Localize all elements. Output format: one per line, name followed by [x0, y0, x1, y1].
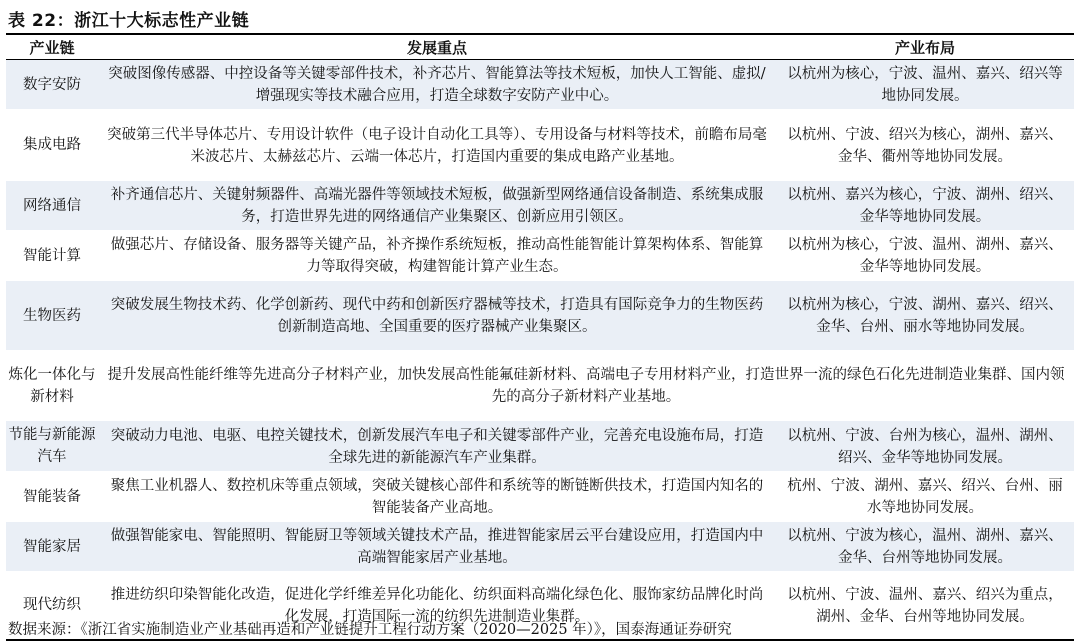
- chain-focus: 做强智能家电、智能照明、智能厨卫等领域关键技术产品，推进智能家居云平台建设应用，打造国内中高端智能家居产业基地。: [98, 522, 776, 572]
- table-row: [6, 181, 1074, 231]
- chain-focus: 突破发展生物技术药、化学创新药、现代中药和创新医疗器械等技术，打造具有国际竞争力的生物医药创新制造高地、全国重要的医疗器械产业集聚区。: [98, 281, 776, 351]
- table-row: [6, 351, 1074, 421]
- chain-name: 智能计算: [6, 231, 98, 281]
- table-row: [6, 421, 1074, 472]
- chain-layout: 以杭州为核心，宁波、湖州、嘉兴、绍兴、金华、台州、丽水等地协同发展。: [776, 281, 1074, 351]
- header-layout: 产业布局: [776, 34, 1074, 60]
- chain-layout: 以杭州、宁波为核心，温州、湖州、嘉兴、金华、台州等地协同发展。: [776, 522, 1074, 572]
- chain-name: 集成电路: [6, 110, 98, 181]
- table-row: [6, 472, 1074, 522]
- chain-focus: 做强芯片、存储设备、服务器等关键产品，补齐操作系统短板，推动高性能智能计算架构体系、智能算力等取得突破，构建智能计算产业生态。: [98, 231, 776, 281]
- chain-name: 智能家居: [6, 522, 98, 572]
- header-focus: 发展重点: [98, 34, 776, 60]
- chain-name: 生物医药: [6, 281, 98, 351]
- chain-focus: 突破图像传感器、中控设备等关键零部件技术，补齐芯片、智能算法等技术短板，加快人工智能、虚拟/增强现实等技术融合应用，打造全球数字安防产业中心。: [98, 60, 776, 110]
- chain-name: 炼化一体化与新材料: [6, 351, 98, 421]
- chain-focus: 突破第三代半导体芯片、专用设计软件（电子设计自动化工具等）、专用设备与材料等技术，前瞻布局毫米波芯片、太赫兹芯片、云端一体芯片，打造国内重要的集成电路产业基地。: [98, 110, 776, 181]
- chain-layout: 以杭州为核心，宁波、温州、嘉兴、绍兴等地协同发展。: [776, 60, 1074, 110]
- chain-name: 现代纺织: [6, 572, 98, 640]
- chain-focus: 推进纺织印染智能化改造，促进化学纤维差异化功能化、纺织面料高端化绿色化、服饰家纺品牌化时尚化发展，打造国际一流的纺织先进制造业集群。: [98, 572, 776, 640]
- chain-name: 数字安防: [6, 60, 98, 110]
- table-header-row: [6, 34, 1074, 60]
- chain-layout: 以杭州、嘉兴为核心，宁波、湖州、绍兴、金华等地协同发展。: [776, 181, 1074, 231]
- source-note: 数据来源：《浙江省实施制造业产业基础再造和产业链提升工程行动方案（2020—2025 年）》，国泰海通证券研究: [8, 622, 732, 638]
- chain-layout: 以杭州、宁波、台州为核心，温州、湖州、绍兴、金华等地协同发展。: [776, 421, 1074, 472]
- table-row: [6, 281, 1074, 351]
- chain-focus: 突破动力电池、电驱、电控关键技术，创新发展汽车电子和关键零部件产业，完善充电设施布局，打造全球先进的新能源汽车产业集群。: [98, 421, 776, 472]
- chain-layout: 以杭州、宁波、温州、嘉兴、绍兴为重点，湖州、金华、台州等地协同发展。: [776, 572, 1074, 640]
- industry-chain-table: [6, 33, 1074, 641]
- chain-layout: 以杭州为核心，宁波、温州、湖州、嘉兴、金华等地协同发展。: [776, 231, 1074, 281]
- chain-focus: 提升发展高性能纤维等先进高分子材料产业，加快发展高性能氟硅新材料、高端电子专用材料产业，打造世界一流的绿色石化先进制造业集群、国内领先的高分子新材料产业基地。: [98, 351, 1074, 421]
- chain-name: 智能装备: [6, 472, 98, 522]
- table-row: [6, 110, 1074, 181]
- table-row: [6, 522, 1074, 572]
- table-row: [6, 60, 1074, 110]
- table-row: [6, 231, 1074, 281]
- chain-name: 节能与新能源汽车: [6, 421, 98, 472]
- header-chain: 产业链: [6, 34, 98, 60]
- chain-name: 网络通信: [6, 181, 98, 231]
- table-title: 表 22：浙江十大标志性产业链: [8, 11, 250, 31]
- chain-focus: 补齐通信芯片、关键射频器件、高端光器件等领域技术短板，做强新型网络通信设备制造、系统集成服务，打造世界先进的网络通信产业集聚区、创新应用引领区。: [98, 181, 776, 231]
- chain-focus: 聚焦工业机器人、数控机床等重点领域，突破关键核心部件和系统等的断链断供技术，打造国内知名的智能装备产业高地。: [98, 472, 776, 522]
- chain-layout: 以杭州、宁波、绍兴为核心，湖州、嘉兴、金华、衢州等地协同发展。: [776, 110, 1074, 181]
- chain-layout: 杭州、宁波、湖州、嘉兴、绍兴、台州、丽水等地协同发展。: [776, 472, 1074, 522]
